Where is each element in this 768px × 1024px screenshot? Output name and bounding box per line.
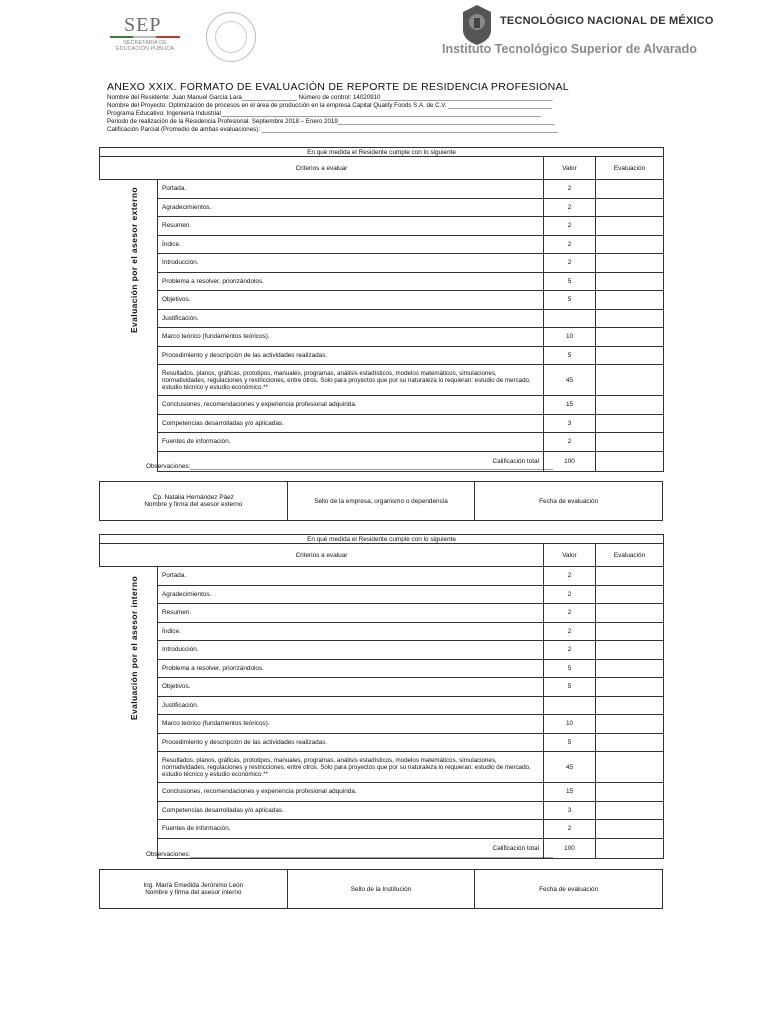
- criteria-evaluation-cell[interactable]: [596, 783, 664, 802]
- criteria-value: 2: [544, 180, 596, 199]
- evaluation-header: Evaluación: [596, 544, 664, 567]
- criteria-header: Criterios a evaluar: [100, 157, 544, 180]
- criteria-row: [100, 414, 664, 433]
- criteria-row: [100, 820, 664, 839]
- criteria-header: Criterios a evaluar: [100, 544, 544, 567]
- mexico-seal-icon: [206, 12, 256, 62]
- criteria-evaluation-cell[interactable]: [596, 585, 664, 604]
- criteria-evaluation-cell[interactable]: [596, 396, 664, 415]
- criteria-row: [100, 733, 664, 752]
- criteria-row: [100, 622, 664, 641]
- criteria-evaluation-cell[interactable]: [596, 604, 664, 623]
- sep-subtitle: SECRETARÍA DE EDUCACIÓN PÚBLICA: [115, 40, 175, 52]
- criteria-evaluation-cell[interactable]: [596, 254, 664, 273]
- criteria-value: 2: [544, 198, 596, 217]
- criteria-row: [100, 678, 664, 697]
- criteria-evaluation-cell[interactable]: [596, 309, 664, 328]
- external-observations: Observaciones:______________________________________________________________________________________________________: [146, 463, 553, 470]
- criteria-row: [100, 604, 664, 623]
- criteria-label: Introducción.: [158, 641, 544, 660]
- criteria-value: 5: [544, 291, 596, 310]
- criteria-label: Agradecimientos.: [158, 585, 544, 604]
- criteria-value: [544, 696, 596, 715]
- value-header: Valor: [544, 157, 596, 180]
- criteria-value: 5: [544, 346, 596, 365]
- criteria-label: Justificación.: [158, 696, 544, 715]
- criteria-value: 10: [544, 328, 596, 347]
- period-line: Periodo de realización de la Residencia Profesional: Septiembre 2018 – Enero 2019_______________________________________________________________: [107, 118, 555, 125]
- criteria-label: Marco teórico (fundamentos teóricos).: [158, 715, 544, 734]
- criteria-value: [544, 309, 596, 328]
- criteria-value: 2: [544, 235, 596, 254]
- criteria-row: [100, 433, 664, 452]
- criteria-label: Competencias desarrolladas y/o aplicadas.: [158, 801, 544, 820]
- sep-logo: [104, 14, 180, 54]
- total-value: 100: [544, 451, 596, 471]
- external-advisor-cell[interactable]: [100, 482, 288, 521]
- criteria-row: [100, 346, 664, 365]
- criteria-label: Competencias desarrolladas y/o aplicadas.: [158, 414, 544, 433]
- criteria-label: Marco teórico (fundamentos teóricos).: [158, 328, 544, 347]
- criteria-value: 5: [544, 678, 596, 697]
- criteria-label: Portada.: [158, 180, 544, 199]
- external-side-label: Evaluación por el asesor externo: [129, 186, 139, 334]
- criteria-row: [100, 585, 664, 604]
- criteria-value: 2: [544, 585, 596, 604]
- external-signature-table: [99, 481, 663, 521]
- criteria-row: [100, 752, 664, 783]
- criteria-evaluation-cell[interactable]: [596, 696, 664, 715]
- criteria-label: Índice.: [158, 622, 544, 641]
- criteria-evaluation-cell[interactable]: [596, 346, 664, 365]
- criteria-evaluation-cell[interactable]: [596, 217, 664, 236]
- criteria-value: 5: [544, 659, 596, 678]
- criteria-label: Procedimiento y descripción de las actividades realizadas.: [158, 346, 544, 365]
- external-criteria-table: [99, 147, 664, 472]
- criteria-evaluation-cell[interactable]: [596, 328, 664, 347]
- document-title: ANEXO XXIX. FORMATO DE EVALUACIÓN DE REPORTE DE RESIDENCIA PROFESIONAL: [107, 81, 569, 93]
- criteria-value: 2: [544, 622, 596, 641]
- internal-observations: Observaciones:______________________________________________________________________________________________________: [146, 851, 553, 858]
- internal-advisor-name: Ing. María Emedida Jerónimo León: [143, 882, 244, 889]
- criteria-evaluation-cell[interactable]: [596, 235, 664, 254]
- criteria-evaluation-cell[interactable]: [596, 365, 664, 396]
- criteria-label: Índice.: [158, 235, 544, 254]
- criteria-label: Problema a resolver, priorizándolos.: [158, 659, 544, 678]
- internal-signature-table: [99, 869, 663, 909]
- criteria-label: Resumen.: [158, 604, 544, 623]
- criteria-value: 15: [544, 396, 596, 415]
- total-label: Calificación total: [158, 451, 544, 471]
- internal-criteria-table: [99, 534, 664, 859]
- criteria-label: Justificación.: [158, 309, 544, 328]
- criteria-value: 10: [544, 715, 596, 734]
- criteria-row: [100, 309, 664, 328]
- criteria-evaluation-cell[interactable]: [596, 820, 664, 839]
- total-evaluation-cell[interactable]: [596, 838, 664, 858]
- criteria-evaluation-cell[interactable]: [596, 272, 664, 291]
- criteria-value: 5: [544, 272, 596, 291]
- criteria-evaluation-cell[interactable]: [596, 414, 664, 433]
- criteria-label: Introducción.: [158, 254, 544, 273]
- criteria-row: [100, 272, 664, 291]
- criteria-evaluation-cell[interactable]: [596, 567, 664, 586]
- evaluation-header: Evaluación: [596, 157, 664, 180]
- criteria-row: [100, 254, 664, 273]
- criteria-evaluation-cell[interactable]: [596, 752, 664, 783]
- total-evaluation-cell[interactable]: [596, 451, 664, 471]
- criteria-evaluation-cell[interactable]: [596, 715, 664, 734]
- criteria-label: Fuentes de información.: [158, 820, 544, 839]
- criteria-evaluation-cell[interactable]: [596, 659, 664, 678]
- criteria-evaluation-cell[interactable]: [596, 801, 664, 820]
- criteria-label: Conclusiones, recomendaciones y experiencia profesional adquirida.: [158, 396, 544, 415]
- internal-advisor-role: Nombre y firma del asesor interno: [145, 889, 242, 896]
- table-heading: En qué medida el Residente cumple con lo siguiente: [100, 535, 664, 544]
- institute-name: Instituto Tecnológico Superior de Alvarado: [442, 42, 697, 56]
- criteria-row: [100, 567, 664, 586]
- criteria-row: [100, 659, 664, 678]
- tecnm-name: TECNOLÓGICO NACIONAL DE MÉXICO: [500, 15, 714, 27]
- criteria-value: 2: [544, 254, 596, 273]
- criteria-value: 45: [544, 752, 596, 783]
- criteria-row: [100, 715, 664, 734]
- project-line: Nombre del Proyecto: Optimización de procesos en el área de producción en la empresa Capital Quality Foods S.A. de C.V. ______________________________: [107, 102, 552, 109]
- grade-line: Calificación Parcial (Promedio de ambas evaluaciones): ______________________________________________________________________________________: [107, 126, 558, 133]
- criteria-label: Fuentes de información.: [158, 433, 544, 452]
- resident-line: Nombre del Residente: Juan Manuel García Lara________________ Número de control: 14020910__________________________________________________: [107, 94, 553, 101]
- criteria-row: [100, 217, 664, 236]
- criteria-value: 2: [544, 433, 596, 452]
- criteria-value: 2: [544, 567, 596, 586]
- external-date-cell[interactable]: Fecha de evaluación: [475, 482, 663, 521]
- value-header: Valor: [544, 544, 596, 567]
- criteria-row: [100, 801, 664, 820]
- criteria-row: [100, 641, 664, 660]
- criteria-evaluation-cell[interactable]: [596, 733, 664, 752]
- table-heading: En qué medida el Residente cumple con lo siguiente: [100, 148, 664, 157]
- criteria-value: 3: [544, 801, 596, 820]
- criteria-value: 2: [544, 641, 596, 660]
- criteria-row: [100, 396, 664, 415]
- external-advisor-role: Nombre y firma del asesor externo: [144, 501, 243, 508]
- criteria-value: 2: [544, 604, 596, 623]
- criteria-label: Objetivos.: [158, 291, 544, 310]
- criteria-value: 3: [544, 414, 596, 433]
- internal-advisor-cell[interactable]: [100, 870, 288, 909]
- program-line: Programa Educativo: Ingeniería Industrial_____________________________________________________________________________________________: [107, 110, 541, 117]
- external-seal-cell[interactable]: Sello de la empresa, organismo o dependencia: [287, 482, 475, 521]
- tecnm-logo-icon: [460, 4, 494, 46]
- criteria-label: Problema a resolver, priorizándolos.: [158, 272, 544, 291]
- criteria-row: [100, 696, 664, 715]
- criteria-label: Objetivos.: [158, 678, 544, 697]
- internal-side-label: Evaluación por el asesor interno: [129, 575, 139, 721]
- criteria-row: [100, 328, 664, 347]
- criteria-evaluation-cell[interactable]: [596, 198, 664, 217]
- criteria-label: Agradecimientos.: [158, 198, 544, 217]
- criteria-evaluation-cell[interactable]: [596, 622, 664, 641]
- sep-logo-text: SEP: [124, 14, 162, 36]
- internal-date-cell[interactable]: Fecha de evaluación: [475, 870, 663, 909]
- total-label: Calificación total: [158, 838, 544, 858]
- criteria-label: Resultados, planos, gráficas, prototipos, manuales, programas, análisis estadísticos, modelos matemáticos, simulaciones, normatividades, regulaciones y restricciones, entre otros. Solo para proyectos que por su naturaleza lo requieran: estudio de mercado, estudio técnico y estudio económico.**: [158, 365, 544, 396]
- criteria-row: [100, 180, 664, 199]
- criteria-label: Procedimiento y descripción de las actividades realizadas.: [158, 733, 544, 752]
- criteria-row: [100, 783, 664, 802]
- criteria-evaluation-cell[interactable]: [596, 678, 664, 697]
- criteria-value: 2: [544, 217, 596, 236]
- external-advisor-name: Cp. Natalia Hernández Páez: [152, 494, 234, 501]
- criteria-row: [100, 291, 664, 310]
- criteria-value: 2: [544, 820, 596, 839]
- total-value: 100: [544, 838, 596, 858]
- criteria-label: Resumen.: [158, 217, 544, 236]
- criteria-value: 45: [544, 365, 596, 396]
- criteria-row: [100, 198, 664, 217]
- criteria-row: [100, 365, 664, 396]
- criteria-row: [100, 235, 664, 254]
- criteria-value: 5: [544, 733, 596, 752]
- criteria-evaluation-cell[interactable]: [596, 291, 664, 310]
- criteria-evaluation-cell[interactable]: [596, 433, 664, 452]
- internal-seal-cell[interactable]: Sello de la Institución: [287, 870, 475, 909]
- sep-color-bar: [110, 36, 180, 38]
- criteria-evaluation-cell[interactable]: [596, 180, 664, 199]
- criteria-label: Portada.: [158, 567, 544, 586]
- criteria-evaluation-cell[interactable]: [596, 641, 664, 660]
- criteria-label: Conclusiones, recomendaciones y experiencia profesional adquirida.: [158, 783, 544, 802]
- criteria-value: 15: [544, 783, 596, 802]
- criteria-label: Resultados, planos, gráficas, prototipos, manuales, programas, análisis estadísticos, modelos matemáticos, simulaciones, normatividades, regulaciones y restricciones, entre otros. Solo para proyectos que por su naturaleza lo requieran: estudio de mercado, estudio técnico y estudio económico.**: [158, 752, 544, 783]
